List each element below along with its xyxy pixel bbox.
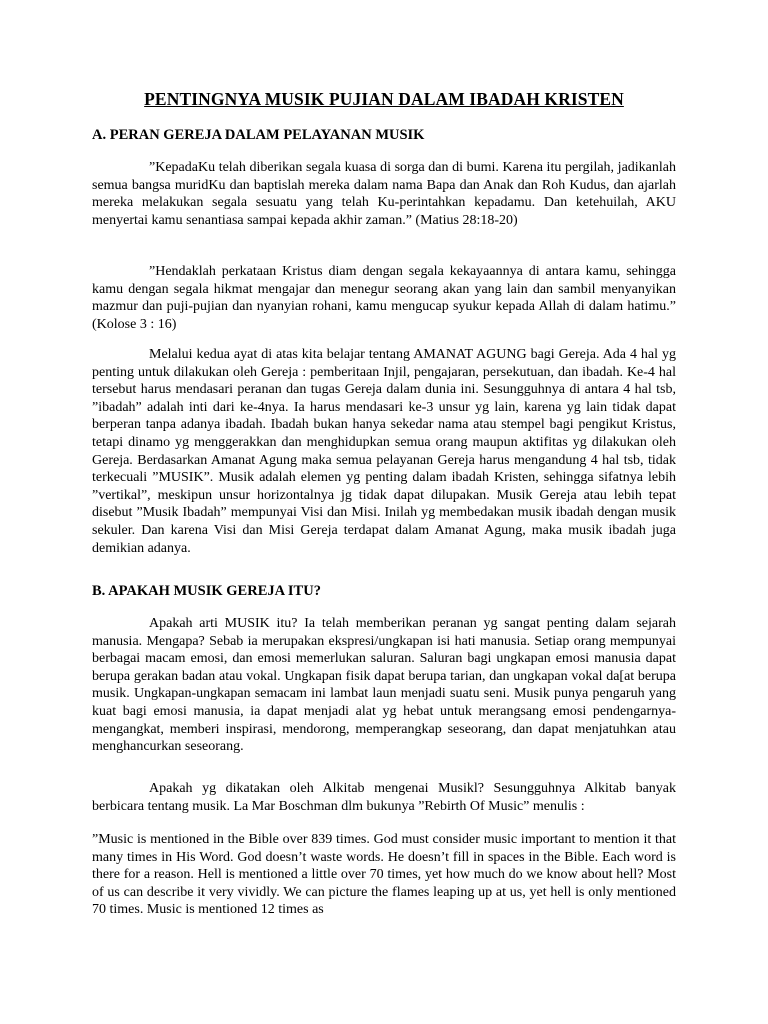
quote-rebirth-of-music: ”Music is mentioned in the Bible over 839 times. God must consider music important to mention it that many times in His Word. God doesn’t waste words. He doesn’t fill in spaces in the Bible. Each word is there for a reason. Hell is mentioned a little over 70 times, yet how much do we know about hell? Most of us can describe it very vividly. We can picture the flames leaping up at us, yet hell is only mentioned 70 times. Music is mentioned 12 times as: [92, 832, 676, 918]
section-a-heading: A. PERAN GEREJA DALAM PELAYANAN MUSIK: [92, 127, 425, 143]
section-b-paragraph-1: Apakah arti MUSIK itu? Ia telah memberikan peranan yg sangat penting dalam sejarah manusia. Mengapa? Sebab ia merupakan ekspresi/ungkapan isi hati manusia. Setiap orang mempunyai berbagai macam emosi, dan emosi memerlukan saluran. Saluran bagi ungkapan emosi manusia dapat berupa gerakan badan atau vokal. Ungkapan fisik dapat berupa tarian, dan ungkapan vokal da[at berupa musik. Ungkapan-ungkapan semacam ini lambat laun menjadi suatu seni. Musik punya pengaruh yang kuat bagi emosi manusia, ia dapat menjadi alat yg hebat untuk merangsang emosi pendengarnya-mengangkat, memberi inspirasi, mendorong, memperangkap seseorang, dan dapat menjatuhkan atau menghancurkan seseorang.: [92, 616, 676, 755]
section-b-paragraph-2: Apakah yg dikatakan oleh Alkitab mengenai Musikl? Sesungguhnya Alkitab banyak berbicara tentang musik. La Mar Boschman dlm bukunya ”Rebirth Of Music” menulis :: [92, 781, 676, 814]
quote-kolose: ”Hendaklah perkataan Kristus diam dengan segala kekayaannya di antara kamu, sehingga kamu dengan segala hikmat mengajar dan menegur seorang akan yang lain dan sambil menyanyikan mazmur dan puji-pujian dan nyanyian rohani, kamu mengucap syukur kepada Allah di dalam hatimu.” (Kolose 3 : 16): [92, 264, 676, 332]
section-b-heading: B. APAKAH MUSIK GEREJA ITU?: [92, 583, 321, 599]
quote-matius: ”KepadaKu telah diberikan segala kuasa di sorga dan di bumi. Karena itu pergilah, jadikanlah semua bangsa muridKu dan baptislah mereka dalam nama Bapa dan Anak dan Roh Kudus, dan ajarlah mereka melakukan segala sesuatu yang telah Ku-perintahkan kepadamu. Dan ketehuilah, AKU menyertai kamu senantiasa sampai kepada akhir zaman.” (Matius 28:18-20): [92, 160, 676, 228]
section-a-body: Melalui kedua ayat di atas kita belajar tentang AMANAT AGUNG bagi Gereja. Ada 4 hal yg penting untuk dilakukan oleh Gereja : pemberitaan Injil, pengajaran, persekutuan, dan ibadah. Ke-4 hal tersebut harus mendasari peranan dan tugas Gereja dalam dunia ini. Sesungguhnya di antara 4 hal tsb, ”ibadah” adalah inti dari ke-4nya. Ia harus mendasari ke-3 unsur yg lain, karena yg lain tidak dapat berperan tanpa adanya ibadah. Ibadah bukan hanya sekedar nama atau stempel bagi pengikut Kristus, tetapi dinamo yg menggerakkan dan menghidupkan semua orang maupun aktifitas yg dilakukan oleh Gereja. Berdasarkan Amanat Agung maka semua pelayanan Gereja harus mengandung 4 hal tsb, tidak terkecuali ”MUSIK”. Musik adalah elemen yg penting dalam ibadah Kristen, sehingga sifatnya lebih ”vertikal”, meskipun unsur horizontalnya jg tidak dapat dilupakan. Musik Gereja atau lebih tepat disebut ”Musik Ibadah” mempunyai Visi dan Misi. Inilah yg membedakan musik ibadah dengan musik sekuler. Dan karena Visi dan Misi Gereja terdapat dalam Amanat Agung, maka musik ibadah juga demikian adanya.: [92, 347, 676, 556]
document-title: PENTINGNYA MUSIK PUJIAN DALAM IBADAH KRISTEN: [144, 89, 624, 109]
